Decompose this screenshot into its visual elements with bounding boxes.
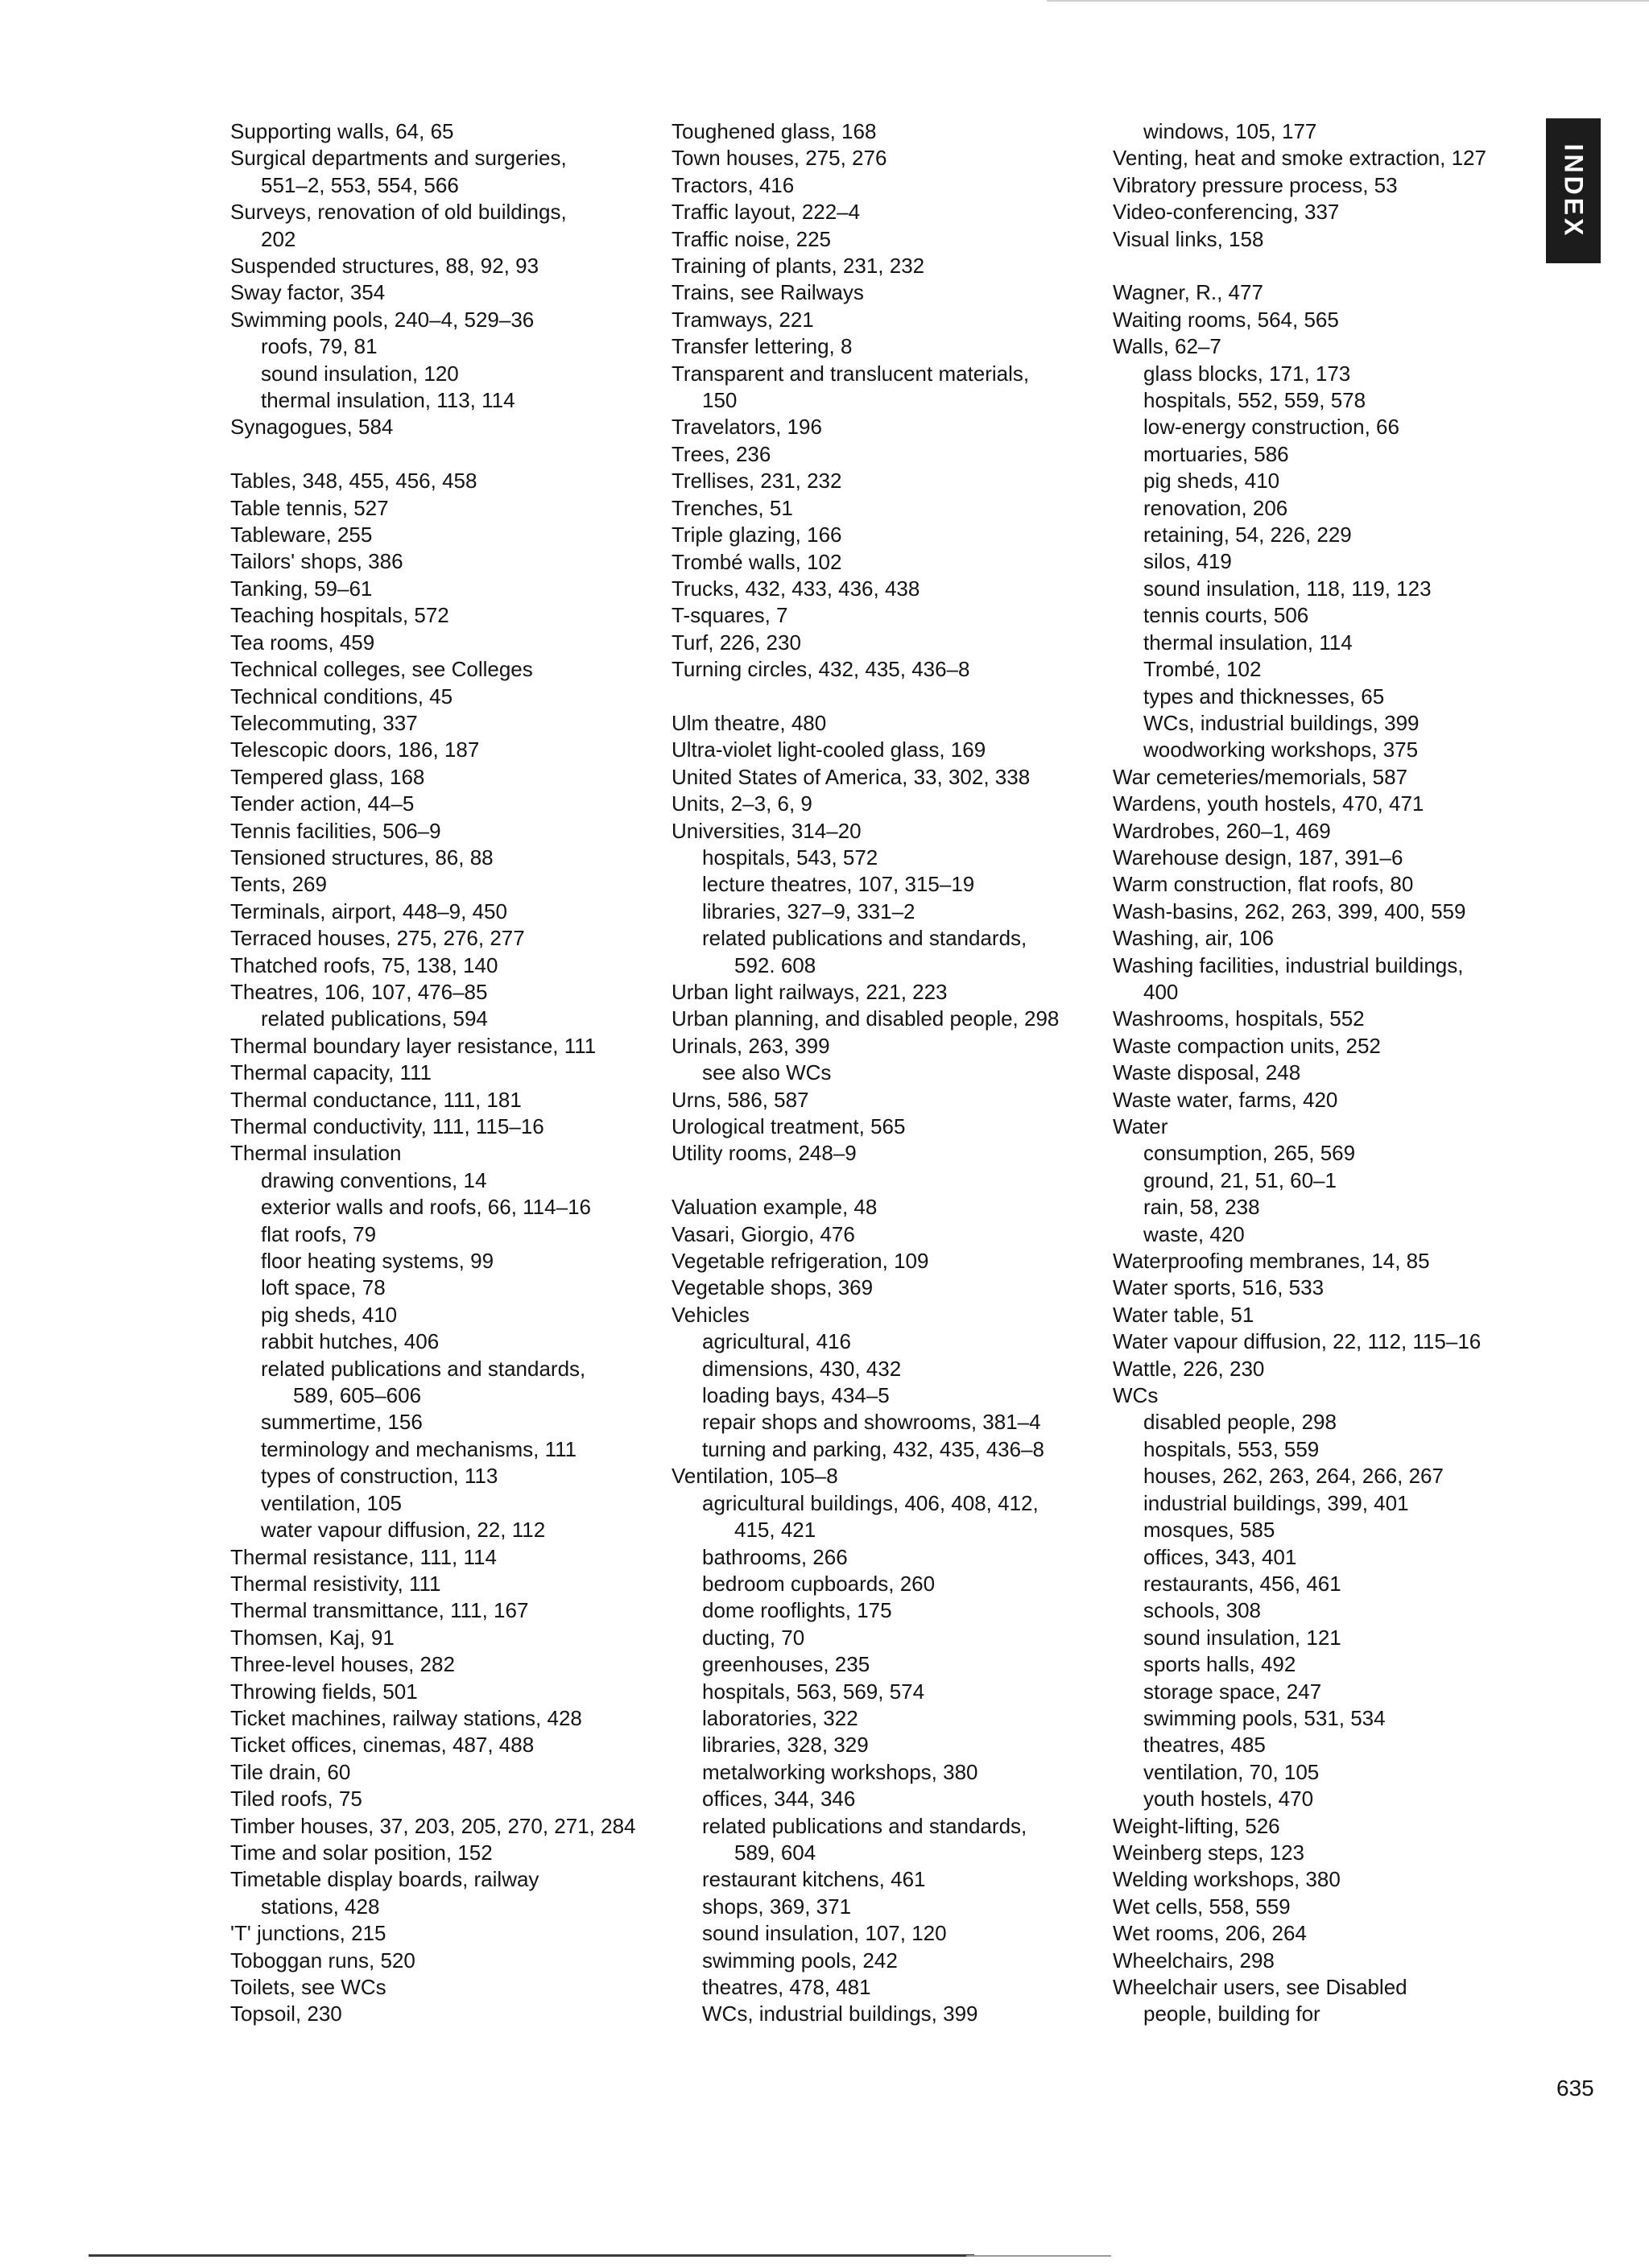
index-subentry: types of construction, 113 xyxy=(261,1464,498,1489)
index-subentry: hospitals, 563, 569, 574 xyxy=(702,1679,925,1704)
index-subentry: pig sheds, 410 xyxy=(1143,469,1280,494)
letter-group-gap xyxy=(672,1167,1059,1194)
index-entry: Turf, 226, 230 xyxy=(672,630,801,655)
index-entry: Vegetable shops, 369 xyxy=(672,1275,874,1300)
index-subentry: loading bays, 434–5 xyxy=(702,1383,890,1408)
index-entry: Thomsen, Kaj, 91 xyxy=(230,1625,395,1650)
index-subentry: ventilation, 105 xyxy=(261,1490,402,1515)
index-entry: Thermal capacity, 111 xyxy=(230,1060,432,1085)
index-subentry: thermal insulation, 113, 114 xyxy=(261,388,515,413)
index-subentry: swimming pools, 531, 534 xyxy=(1143,1705,1386,1730)
index-subentry: theatres, 485 xyxy=(1143,1733,1266,1758)
index-entry: Tanking, 59–61 xyxy=(230,576,373,601)
index-entry: Thermal boundary layer resistance, 111 xyxy=(230,1033,597,1058)
index-subentry: lecture theatres, 107, 315–19 xyxy=(702,872,975,897)
index-entry: Trombé walls, 102 xyxy=(672,549,842,574)
index-subentry: sound insulation, 107, 120 xyxy=(702,1921,947,1946)
index-entry: Technical colleges, see Colleges xyxy=(230,657,533,682)
index-entry: Wardens, youth hostels, 470, 471 xyxy=(1113,791,1424,816)
index-subentry: people, building for xyxy=(1143,2002,1320,2026)
index-entry: Sway factor, 354 xyxy=(230,280,386,305)
index-subentry: silos, 419 xyxy=(1143,549,1232,574)
index-entry: Valuation example, 48 xyxy=(672,1195,878,1220)
index-entry: Tableware, 255 xyxy=(230,523,373,547)
index-subentry: sports halls, 492 xyxy=(1143,1652,1296,1677)
index-entry: Telecommuting, 337 xyxy=(230,710,418,735)
index-subentry: disabled people, 298 xyxy=(1143,1410,1337,1435)
letter-group-gap xyxy=(672,684,1059,710)
index-entry: T-squares, 7 xyxy=(672,603,788,628)
index-subentry: 551–2, 553, 554, 566 xyxy=(261,172,459,197)
index-entry: Wash-basins, 262, 263, 399, 400, 559 xyxy=(1113,899,1466,923)
index-entry: Tender action, 44–5 xyxy=(230,791,415,816)
index-entry: Tempered glass, 168 xyxy=(230,764,425,789)
index-entry: Thermal conductance, 111, 181 xyxy=(230,1087,522,1112)
index-entry: Traffic noise, 225 xyxy=(672,226,831,251)
index-subentry: woodworking workshops, 375 xyxy=(1143,737,1419,762)
index-tab-label: INDEX xyxy=(1559,143,1589,238)
index-subentry: summertime, 156 xyxy=(261,1410,423,1435)
index-subentry: restaurant kitchens, 461 xyxy=(702,1867,926,1892)
index-entry: Topsoil, 230 xyxy=(230,2002,342,2026)
index-entry: Wattle, 226, 230 xyxy=(1113,1356,1265,1381)
index-entry: Surgical departments and surgeries, xyxy=(230,146,567,171)
letter-group-gap xyxy=(230,441,636,468)
index-subentry: drawing conventions, 14 xyxy=(261,1167,487,1192)
index-subentry: agricultural, 416 xyxy=(702,1329,851,1354)
index-entry: Synagogues, 584 xyxy=(230,415,394,440)
index-entry: Waste disposal, 248 xyxy=(1113,1060,1301,1085)
index-subentry: mortuaries, 586 xyxy=(1143,441,1289,466)
index-entry: Thermal transmittance, 111, 167 xyxy=(230,1598,529,1623)
index-entry: Urinals, 263, 399 xyxy=(672,1033,830,1058)
index-subentry: retaining, 54, 226, 229 xyxy=(1143,523,1352,547)
index-column-3 xyxy=(1113,118,1486,2028)
index-entry: Surveys, renovation of old buildings, xyxy=(230,200,567,225)
index-entry: Washing facilities, industrial buildings, xyxy=(1113,952,1464,977)
index-subentry: greenhouses, 235 xyxy=(702,1652,870,1677)
index-entry: WCs xyxy=(1113,1383,1159,1408)
index-entry: Water table, 51 xyxy=(1113,1302,1254,1327)
bottom-rule xyxy=(89,2254,974,2257)
index-subentry: related publications, 594 xyxy=(261,1006,488,1031)
index-entry: Ticket machines, railway stations, 428 xyxy=(230,1705,582,1730)
index-entry: Turning circles, 432, 435, 436–8 xyxy=(672,657,970,682)
index-entry: Video-conferencing, 337 xyxy=(1113,200,1340,225)
index-subentry: rabbit hutches, 406 xyxy=(261,1329,440,1354)
index-entry: Vibratory pressure process, 53 xyxy=(1113,172,1398,197)
index-entry: Water sports, 516, 533 xyxy=(1113,1275,1325,1300)
index-subentry: ground, 21, 51, 60–1 xyxy=(1143,1167,1337,1192)
index-entry: Toboggan runs, 520 xyxy=(230,1948,415,1973)
index-entry: Visual links, 158 xyxy=(1113,226,1264,251)
index-entry: Training of plants, 231, 232 xyxy=(672,254,925,279)
index-entry: Washing, air, 106 xyxy=(1113,926,1274,951)
index-entry: Water vapour diffusion, 22, 112, 115–16 xyxy=(1113,1329,1482,1354)
index-entry: Tailors' shops, 386 xyxy=(230,549,403,574)
index-entry: Swimming pools, 240–4, 529–36 xyxy=(230,307,535,332)
index-continuation: 415, 421 xyxy=(734,1518,816,1543)
index-entry: Table tennis, 527 xyxy=(230,495,389,520)
index-entry: Tennis facilities, 506–9 xyxy=(230,818,441,843)
index-subentry: related publications and standards, xyxy=(702,926,1027,951)
index-subentry: sound insulation, 121 xyxy=(1143,1625,1341,1650)
index-entry: Tile drain, 60 xyxy=(230,1759,351,1784)
index-entry: Ticket offices, cinemas, 487, 488 xyxy=(230,1733,535,1758)
index-subentry: restaurants, 456, 461 xyxy=(1143,1571,1341,1596)
index-subentry: WCs, industrial buildings, 399 xyxy=(702,2002,978,2026)
index-subentry: see also WCs xyxy=(702,1060,832,1085)
index-entry: Trains, see Railways xyxy=(672,280,864,305)
index-subentry: hospitals, 553, 559 xyxy=(1143,1436,1320,1461)
index-entry: Weinberg steps, 123 xyxy=(1113,1840,1304,1865)
index-subentry: offices, 343, 401 xyxy=(1143,1544,1297,1569)
index-subentry: related publications and standards, xyxy=(702,1813,1027,1838)
index-subentry: hospitals, 552, 559, 578 xyxy=(1143,388,1366,413)
index-subentry: waste, 420 xyxy=(1143,1221,1245,1246)
index-entry: United States of America, 33, 302, 338 xyxy=(672,764,1031,789)
index-entry: Ventilation, 105–8 xyxy=(672,1464,838,1489)
index-subentry: consumption, 265, 569 xyxy=(1143,1141,1356,1166)
index-subentry: libraries, 327–9, 331–2 xyxy=(702,899,915,923)
index-subentry: low-energy construction, 66 xyxy=(1143,415,1399,440)
index-entry: Thermal resistivity, 111 xyxy=(230,1571,441,1596)
index-subentry: swimming pools, 242 xyxy=(702,1948,898,1973)
index-subentry: sound insulation, 120 xyxy=(261,361,459,386)
index-subentry: libraries, 328, 329 xyxy=(702,1733,869,1758)
index-subentry: shops, 369, 371 xyxy=(702,1894,852,1919)
index-entry: Thermal conductivity, 111, 115–16 xyxy=(230,1114,544,1139)
index-subentry: terminology and mechanisms, 111 xyxy=(261,1436,577,1461)
index-subentry: theatres, 478, 481 xyxy=(702,1975,871,1999)
index-entry: War cemeteries/memorials, 587 xyxy=(1113,764,1408,789)
index-subentry: agricultural buildings, 406, 408, 412, xyxy=(702,1490,1039,1515)
index-subentry: 400 xyxy=(1143,979,1179,1004)
index-entry: Trees, 236 xyxy=(672,441,771,466)
index-entry: Urns, 586, 587 xyxy=(672,1087,809,1112)
index-entry: Wet rooms, 206, 264 xyxy=(1113,1921,1307,1946)
index-entry: Traffic layout, 222–4 xyxy=(672,200,861,225)
index-entry: Terraced houses, 275, 276, 277 xyxy=(230,926,525,951)
index-subentry: flat roofs, 79 xyxy=(261,1221,377,1246)
index-subentry: hospitals, 543, 572 xyxy=(702,845,878,870)
index-subentry: storage space, 247 xyxy=(1143,1679,1322,1704)
index-entry: Ultra-violet light-cooled glass, 169 xyxy=(672,737,986,762)
index-entry: Time and solar position, 152 xyxy=(230,1840,493,1865)
index-entry: Transparent and translucent materials, xyxy=(672,361,1030,386)
index-subentry: turning and parking, 432, 435, 436–8 xyxy=(702,1436,1045,1461)
index-entry: Wardrobes, 260–1, 469 xyxy=(1113,818,1331,843)
index-subentry: renovation, 206 xyxy=(1143,495,1288,520)
index-thumb-tab xyxy=(1546,118,1601,263)
index-entry: Venting, heat and smoke extraction, 127 xyxy=(1113,146,1486,171)
index-entry: Travelators, 196 xyxy=(672,415,822,440)
index-entry: Utility rooms, 248–9 xyxy=(672,1141,857,1166)
index-entry: Wet cells, 558, 559 xyxy=(1113,1894,1291,1919)
index-entry: Tables, 348, 455, 456, 458 xyxy=(230,469,477,494)
index-entry: Welding workshops, 380 xyxy=(1113,1867,1341,1892)
index-entry: Vegetable refrigeration, 109 xyxy=(672,1249,929,1274)
index-subentry: dimensions, 430, 432 xyxy=(702,1356,902,1381)
index-entry: Waterproofing membranes, 14, 85 xyxy=(1113,1249,1430,1274)
top-rule xyxy=(1047,0,1649,2)
index-subentry: WCs, industrial buildings, 399 xyxy=(1143,710,1420,735)
index-entry: 'T' junctions, 215 xyxy=(230,1921,386,1946)
index-entry: Thermal insulation xyxy=(230,1141,402,1166)
index-entry: Timber houses, 37, 203, 205, 270, 271, 284 xyxy=(230,1813,636,1838)
index-entry: Wagner, R., 477 xyxy=(1113,280,1263,305)
index-entry: Toughened glass, 168 xyxy=(672,119,877,143)
index-entry: Transfer lettering, 8 xyxy=(672,334,853,359)
index-subentry: mosques, 585 xyxy=(1143,1518,1275,1543)
index-subentry: sound insulation, 118, 119, 123 xyxy=(1143,576,1432,601)
index-subentry: floor heating systems, 99 xyxy=(261,1249,494,1274)
index-subentry: bathrooms, 266 xyxy=(702,1544,848,1569)
index-subentry: ventilation, 70, 105 xyxy=(1143,1759,1320,1784)
index-entry: Supporting walls, 64, 65 xyxy=(230,119,454,143)
bottom-rule-extension xyxy=(966,2255,1111,2257)
index-entry: Three-level houses, 282 xyxy=(230,1652,455,1677)
index-subentry: offices, 344, 346 xyxy=(702,1787,856,1812)
index-entry: Tramways, 221 xyxy=(672,307,814,332)
index-subentry: 150 xyxy=(702,388,738,413)
index-entry: Washrooms, hospitals, 552 xyxy=(1113,1006,1365,1031)
index-continuation: 592. 608 xyxy=(734,952,816,977)
index-subentry: repair shops and showrooms, 381–4 xyxy=(702,1410,1041,1435)
letter-group-gap xyxy=(1113,253,1486,279)
index-subentry: glass blocks, 171, 173 xyxy=(1143,361,1351,386)
index-entry: Toilets, see WCs xyxy=(230,1975,386,2000)
index-entry: Waiting rooms, 564, 565 xyxy=(1113,307,1339,332)
index-entry: Suspended structures, 88, 92, 93 xyxy=(230,254,539,279)
index-subentry: thermal insulation, 114 xyxy=(1143,630,1353,655)
index-entry: Tensioned structures, 86, 88 xyxy=(230,845,494,870)
index-subentry: roofs, 79, 81 xyxy=(261,334,378,359)
index-subentry: 202 xyxy=(261,226,296,251)
index-subentry: industrial buildings, 399, 401 xyxy=(1143,1490,1409,1515)
index-column-1 xyxy=(230,118,636,2028)
index-entry: Terminals, airport, 448–9, 450 xyxy=(230,899,507,923)
index-entry: Ulm theatre, 480 xyxy=(672,710,827,735)
index-column-2 xyxy=(672,118,1059,2028)
index-entry: Warm construction, flat roofs, 80 xyxy=(1113,872,1414,897)
index-subentry: Trombé, 102 xyxy=(1143,657,1262,682)
index-subentry: loft space, 78 xyxy=(261,1275,386,1300)
index-subentry: houses, 262, 263, 264, 266, 267 xyxy=(1143,1464,1444,1489)
index-entry: Trenches, 51 xyxy=(672,495,793,520)
index-entry: Walls, 62–7 xyxy=(1113,334,1221,359)
index-subentry: windows, 105, 177 xyxy=(1143,119,1317,143)
index-entry: Town houses, 275, 276 xyxy=(672,146,887,171)
index-entry: Triple glazing, 166 xyxy=(672,523,842,547)
index-entry: Tea rooms, 459 xyxy=(230,630,375,655)
index-subentry: tennis courts, 506 xyxy=(1143,603,1309,628)
index-entry: Units, 2–3, 6, 9 xyxy=(672,791,812,816)
index-entry: Tents, 269 xyxy=(230,872,327,897)
index-entry: Vasari, Giorgio, 476 xyxy=(672,1221,855,1246)
index-subentry: rain, 58, 238 xyxy=(1143,1195,1260,1220)
index-entry: Trucks, 432, 433, 436, 438 xyxy=(672,576,920,601)
index-entry: Thatched roofs, 75, 138, 140 xyxy=(230,952,498,977)
index-entry: Urban light railways, 221, 223 xyxy=(672,979,948,1004)
index-entry: Throwing fields, 501 xyxy=(230,1679,418,1704)
index-subentry: pig sheds, 410 xyxy=(261,1302,398,1327)
index-subentry: exterior walls and roofs, 66, 114–16 xyxy=(261,1195,591,1220)
index-subentry: bedroom cupboards, 260 xyxy=(702,1571,936,1596)
index-subentry: dome rooflights, 175 xyxy=(702,1598,892,1623)
index-entry: Teaching hospitals, 572 xyxy=(230,603,449,628)
index-entry: Telescopic doors, 186, 187 xyxy=(230,737,480,762)
index-subentry: laboratories, 322 xyxy=(702,1705,858,1730)
index-subentry: schools, 308 xyxy=(1143,1598,1261,1623)
index-subentry: types and thicknesses, 65 xyxy=(1143,684,1385,708)
index-subentry: youth hostels, 470 xyxy=(1143,1787,1314,1812)
index-continuation: 589, 605–606 xyxy=(293,1383,422,1408)
page-number: 635 xyxy=(1556,2076,1594,2101)
index-entry: Weight-lifting, 526 xyxy=(1113,1813,1280,1838)
index-subentry: stations, 428 xyxy=(261,1894,380,1919)
index-subentry: ducting, 70 xyxy=(702,1625,805,1650)
index-entry: Waste compaction units, 252 xyxy=(1113,1033,1381,1058)
index-entry: Urological treatment, 565 xyxy=(672,1114,906,1139)
index-entry: Trellises, 231, 232 xyxy=(672,469,842,494)
index-subentry: metalworking workshops, 380 xyxy=(702,1759,978,1784)
index-entry: Technical conditions, 45 xyxy=(230,684,453,708)
index-entry: Wheelchairs, 298 xyxy=(1113,1948,1275,1973)
index-entry: Tiled roofs, 75 xyxy=(230,1787,362,1812)
index-entry: Warehouse design, 187, 391–6 xyxy=(1113,845,1403,870)
index-entry: Waste water, farms, 420 xyxy=(1113,1087,1338,1112)
index-entry: Thermal resistance, 111, 114 xyxy=(230,1544,497,1569)
index-entry: Tractors, 416 xyxy=(672,172,795,197)
index-entry: Wheelchair users, see Disabled xyxy=(1113,1975,1407,2000)
index-entry: Theatres, 106, 107, 476–85 xyxy=(230,979,488,1004)
index-entry: Urban planning, and disabled people, 298 xyxy=(672,1006,1060,1031)
index-continuation: 589, 604 xyxy=(734,1840,816,1865)
index-subentry: water vapour diffusion, 22, 112 xyxy=(261,1518,546,1543)
index-entry: Water xyxy=(1113,1114,1168,1139)
index-subentry: related publications and standards, xyxy=(261,1356,586,1381)
index-entry: Vehicles xyxy=(672,1302,750,1327)
index-entry: Timetable display boards, railway xyxy=(230,1867,539,1892)
index-entry: Universities, 314–20 xyxy=(672,818,862,843)
